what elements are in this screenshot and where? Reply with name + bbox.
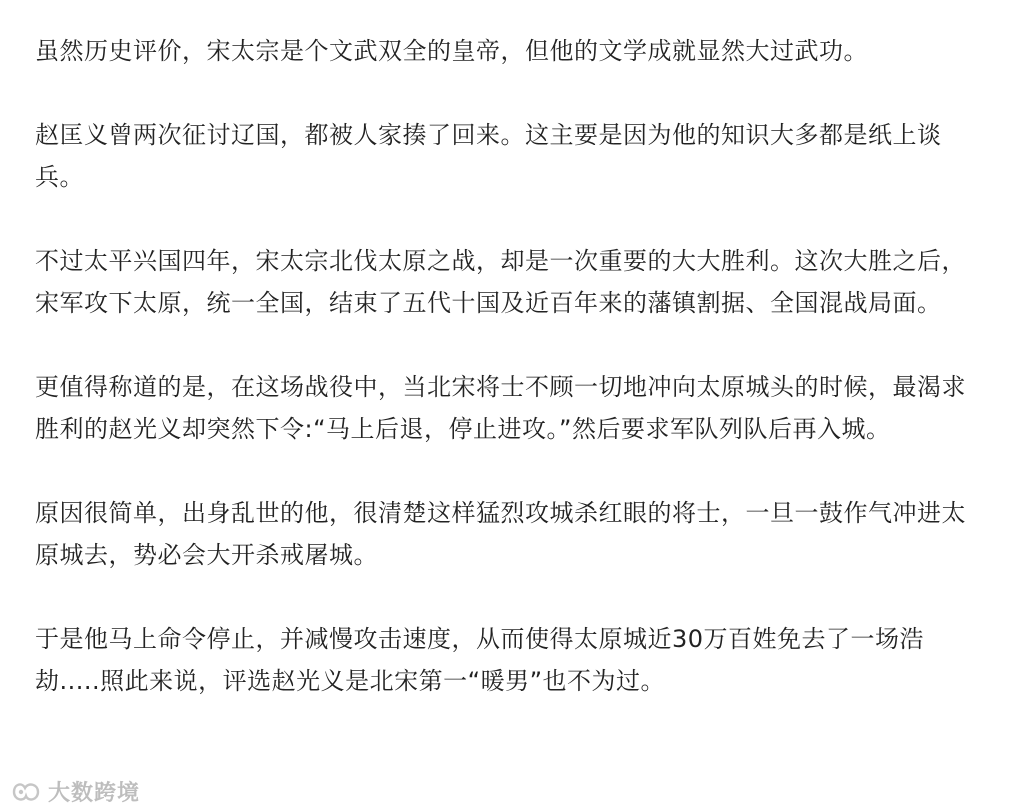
article-body: [35, 30, 980, 744]
watermark: [10, 776, 140, 807]
paragraph-3: 不过太平兴国四年，宋太宗北伐太原之战，却是一次重要的大大胜利。这次大胜之后，宋军攻下太原，统一全国，结束了五代十国及近百年来的藩镇割据、全国混战局面。: [35, 247, 966, 317]
paragraph-2: 赵匡义曾两次征讨辽国，都被人家揍了回来。这主要是因为他的知识大多都是纸上谈兵。: [35, 121, 942, 191]
paragraph-5: 原因很简单，出身乱世的他，很清楚这样猛烈攻城杀红眼的将士，一旦一鼓作气冲进太原城去，势必会大开杀戒屠城。: [35, 499, 966, 569]
paragraph-4: 更值得称道的是，在这场战役中，当北宋将士不顾一切地冲向太原城头的时候，最渴求胜利的赵光义却突然下令:“马上后退，停止进攻。”然后要求军队列队后再入城。: [35, 373, 966, 443]
watermark-text: 大数跨境: [48, 781, 141, 806]
paragraph-6: 于是他马上命令停止，并减慢攻击速度，从而使得太原城近30万百姓免去了一场浩劫.....照此来说，评选赵光义是北宋第一“暖男”也不为过。: [35, 625, 925, 695]
paragraph-1: 虽然历史评价，宋太宗是个文武双全的皇帝，但他的文学成就显然大过武功。: [35, 37, 868, 65]
brand-logo-icon: [10, 778, 42, 806]
